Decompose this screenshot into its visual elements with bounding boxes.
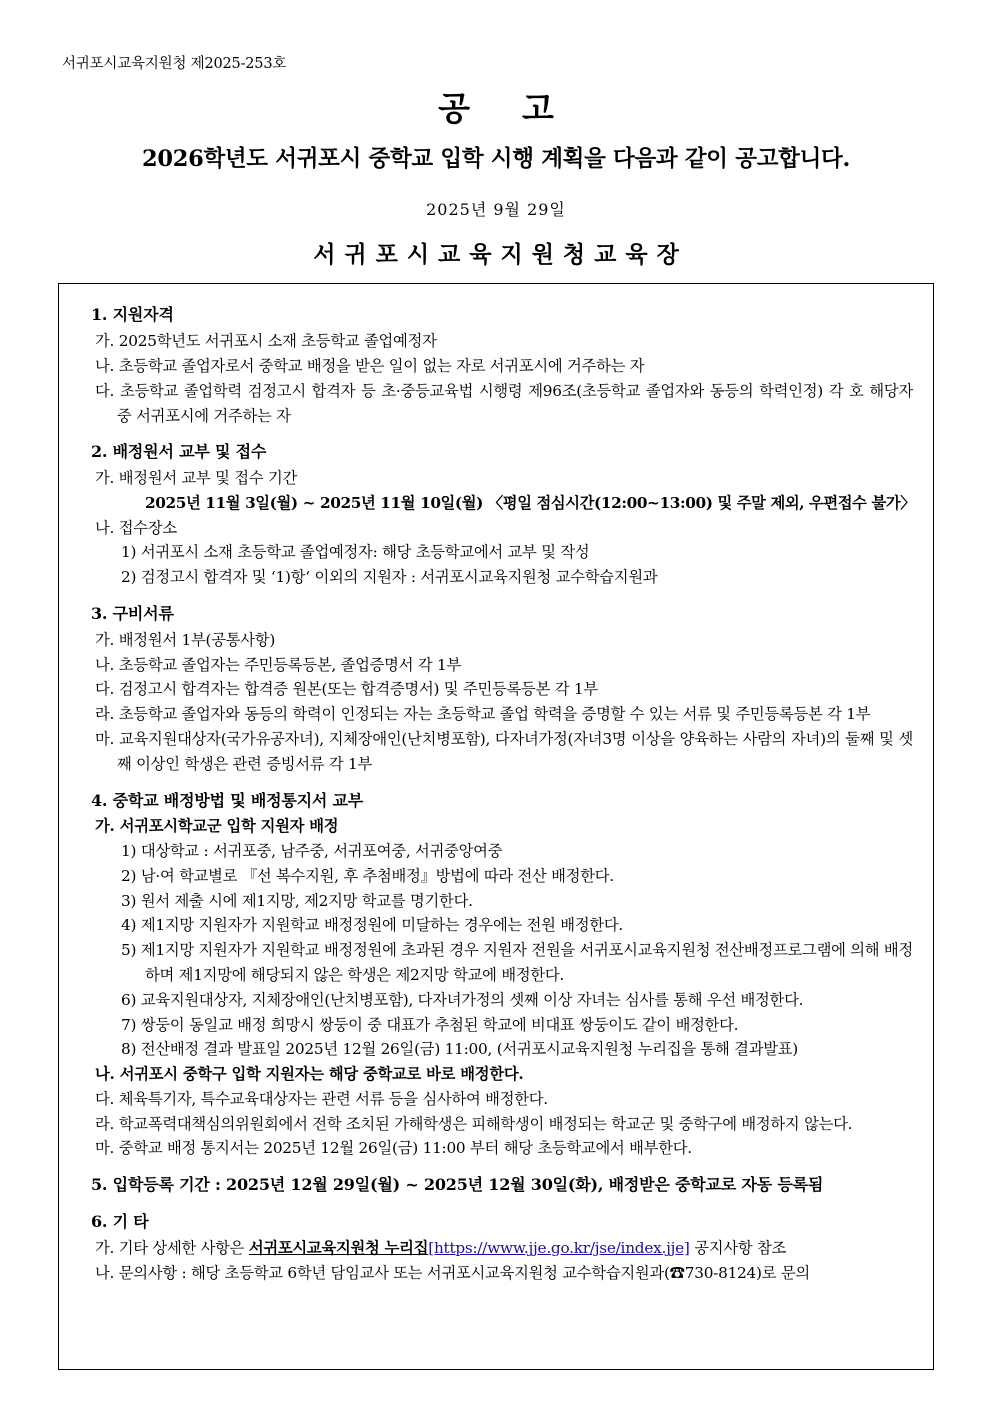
list-item xyxy=(95,354,913,379)
list-item xyxy=(95,466,913,491)
item-text: 제1지망 지원자가 지원학교 배정정원에 미달하는 경우에는 전원 배정한다. xyxy=(140,916,624,935)
item-text: 원서 제출 시에 제1지망, 제2지망 학교를 명기한다. xyxy=(140,891,473,910)
list-item xyxy=(121,889,913,914)
list-item xyxy=(95,329,913,354)
section-heading: 6. 기 타 xyxy=(91,1212,149,1232)
item-label: 나. xyxy=(95,1263,115,1282)
item-text: 문의사항 : 해당 초등학교 6학년 담임교사 또는 서귀포시교육지원청 교수학습지원과(☎730-8124)로 문의 xyxy=(118,1263,810,1282)
list-item xyxy=(121,988,913,1013)
item-label: 5) xyxy=(121,941,137,960)
item-text: 배정원서 1부(공통사항) xyxy=(118,630,276,649)
list-item xyxy=(95,379,913,429)
item-label: 가. xyxy=(95,1238,115,1257)
list-item-reference xyxy=(95,1236,913,1261)
application-period: 2025년 11월 3일(월) ~ 2025년 11월 10일(월) 〈평일 점심시간(12:00~13:00) 및 주말 제외, 우편접수 불가〉 xyxy=(145,493,916,512)
page-title: 공고 xyxy=(438,89,606,128)
item-text: 서귀포시학교군 입학 지원자 배정 xyxy=(119,817,339,836)
item-label: 라. xyxy=(95,1114,115,1133)
item-label: 7) xyxy=(121,1015,137,1034)
list-item xyxy=(95,628,913,653)
item-text: 검정고시 합격자 및 ‘1)항‘ 이외의 지원자 : 서귀포시교육지원청 교수학습지원과 xyxy=(140,568,658,587)
list-item xyxy=(95,653,913,678)
item-label: 가. xyxy=(95,469,115,488)
list-item xyxy=(121,1013,913,1038)
office-website-url[interactable]: [https://www.jje.go.kr/jse/index.jje] xyxy=(428,1238,690,1257)
announcement-body xyxy=(58,283,934,1370)
list-item xyxy=(121,938,913,988)
page-subtitle: 2026학년도 서귀포시 중학교 입학 시행 계획을 다음과 같이 공고합니다. xyxy=(142,146,850,173)
item-label: 나. xyxy=(95,356,115,375)
item-text: 대상학교 : 서귀포중, 남주중, 서귀포여중, 서귀중앙여중 xyxy=(140,842,503,861)
section-heading: 4. 중학교 배정방법 및 배정통지서 교부 xyxy=(91,790,363,810)
item-label: 4) xyxy=(121,916,137,935)
section-other xyxy=(79,1209,913,1285)
item-text: 초등학교 졸업자로서 중학교 배정을 받은 일이 없는 자로 서귀포시에 거주하는 자 xyxy=(118,356,645,375)
list-item xyxy=(95,1112,913,1137)
item-text-tail: 공지사항 참조 xyxy=(689,1238,787,1257)
item-label: 6) xyxy=(121,990,137,1009)
item-text: 교육지원대상자, 지체장애인(난치병포함), 다자녀가정의 셋째 이상 자녀는 심사를 통해 우선 배정한다. xyxy=(140,990,804,1009)
list-item xyxy=(121,913,913,938)
section-assignment-method xyxy=(79,788,913,1162)
item-text: 쌍둥이 동일교 배정 희망시 쌍둥이 중 대표가 추첨된 학교에 비대표 쌍둥이도 같이 배정한다. xyxy=(140,1015,739,1034)
office-website-label[interactable]: 서귀포시교육지원청 누리집 xyxy=(248,1238,429,1257)
document-number: 서귀포시교육지원청 제2025-253호 xyxy=(62,56,287,72)
item-label: 가. xyxy=(95,817,115,836)
item-text: 초등학교 졸업자는 주민등록등본, 졸업증명서 각 1부 xyxy=(118,655,461,674)
list-item xyxy=(95,727,913,777)
list-item xyxy=(95,1087,913,1112)
item-label: 다. xyxy=(95,1089,115,1108)
item-text: 학교폭력대책심의위원회에서 전학 조치된 가해학생은 피해학생이 배정되는 학교군 및 중학구에 배정하지 않는다. xyxy=(118,1114,853,1133)
item-text: 서귀포시 소재 초등학교 졸업예정자: 해당 초등학교에서 교부 및 작성 xyxy=(140,543,590,562)
section-qualification xyxy=(79,302,913,428)
result-announcement xyxy=(121,1037,913,1062)
item-text: 2025학년도 서귀포시 소재 초등학교 졸업예정자 xyxy=(118,332,437,351)
item-text-head: 기타 상세한 사항은 xyxy=(118,1238,249,1257)
list-item xyxy=(95,1062,913,1087)
list-item xyxy=(95,1136,913,1161)
item-label: 3) xyxy=(121,891,137,910)
section-heading: 2. 배정원서 교부 및 접수 xyxy=(91,442,267,462)
list-item xyxy=(95,516,913,541)
item-text: 교육지원대상자(국가유공자녀), 지체장애인(난치병포함), 다자녀가정(자녀3명 이상을 양육하는 사람의 자녀)의 둘째 및 셋째 이상인 학생은 관련 증빙서류 각 1부 xyxy=(117,729,913,773)
item-text: 초등학교 졸업자와 동등의 학력이 인정되는 자는 초등학교 졸업 학력을 증명할 수 있는 서류 및 주민등록등본 각 1부 xyxy=(118,705,871,724)
item-label: 가. xyxy=(95,630,115,649)
item-label: 다. xyxy=(95,381,115,400)
item-text: 전산배정 결과 발표일 2025년 12월 26일(금) 11:00, (서귀포시교육지원청 누리집을 통해 결과발표) xyxy=(140,1040,798,1059)
item-text: 접수장소 xyxy=(118,518,177,537)
list-item xyxy=(121,864,913,889)
item-label: 라. xyxy=(95,705,115,724)
item-label: 다. xyxy=(95,680,115,699)
list-item xyxy=(121,540,913,565)
item-text: 검정고시 합격자는 합격증 원본(또는 합격증명서) 및 주민등록등본 각 1부 xyxy=(118,680,598,699)
issuer-name: 서귀포시교육지원청교육장 xyxy=(313,241,688,269)
list-item xyxy=(95,702,913,727)
item-label: 마. xyxy=(95,729,115,748)
item-label: 마. xyxy=(95,1139,115,1158)
section-heading: 5. 입학등록 기간 : 2025년 12월 29일(월) ~ 2025년 12월 30일(화), 배정받은 중학교로 자동 등록됨 xyxy=(91,1175,824,1195)
item-label: 나. xyxy=(95,518,115,537)
section-heading: 1. 지원자격 xyxy=(91,305,174,325)
list-item xyxy=(95,814,913,839)
item-label: 나. xyxy=(95,1065,115,1084)
item-label: 가. xyxy=(95,332,115,351)
item-label: 2) xyxy=(121,568,137,587)
item-label: 1) xyxy=(121,543,137,562)
item-text: 남·여 학교별로 『선 복수지원, 후 추첨배정』방법에 따라 전산 배정한다. xyxy=(140,866,614,885)
item-text: 중학교 배정 통지서는 2025년 12월 26일(금) 11:00 부터 해당 초등학교에서 배부한다. xyxy=(118,1139,692,1158)
item-label: 2) xyxy=(121,866,137,885)
list-item-contact xyxy=(95,1261,913,1286)
section-required-documents xyxy=(79,601,913,777)
section-heading: 3. 구비서류 xyxy=(91,604,174,623)
item-label: 1) xyxy=(121,842,137,861)
list-item xyxy=(121,839,913,864)
item-text: 초등학교 졸업학력 검정고시 합격자 등 초·중등교육법 시행령 제96조(초등학교 졸업자와 동등의 학력인정) 각 호 해당자 중 서귀포시에 거주하는 자 xyxy=(117,381,913,425)
section-application-form xyxy=(79,439,916,590)
item-text: 제1지망 지원자가 지원학교 배정정원에 초과된 경우 지원자 전원을 서귀포시교육지원청 전산배정프로그램에 의해 배정하며 제1지망에 해당되지 않은 학생은 제2지망 학교에 배정한다. xyxy=(140,941,913,984)
section-enrollment-period xyxy=(79,1172,913,1198)
item-label: 8) xyxy=(121,1040,137,1059)
list-item xyxy=(121,565,913,590)
item-text: 배정원서 교부 및 접수 기간 xyxy=(118,469,298,488)
item-label: 나. xyxy=(95,655,115,674)
item-text: 서귀포시 중학구 입학 지원자는 해당 중학교로 바로 배정한다. xyxy=(119,1065,524,1084)
announcement-date: 2025년 9월 29일 xyxy=(426,200,566,220)
list-item xyxy=(95,677,913,702)
item-text: 체육특기자, 특수교육대상자는 관련 서류 등을 심사하여 배정한다. xyxy=(118,1089,548,1108)
